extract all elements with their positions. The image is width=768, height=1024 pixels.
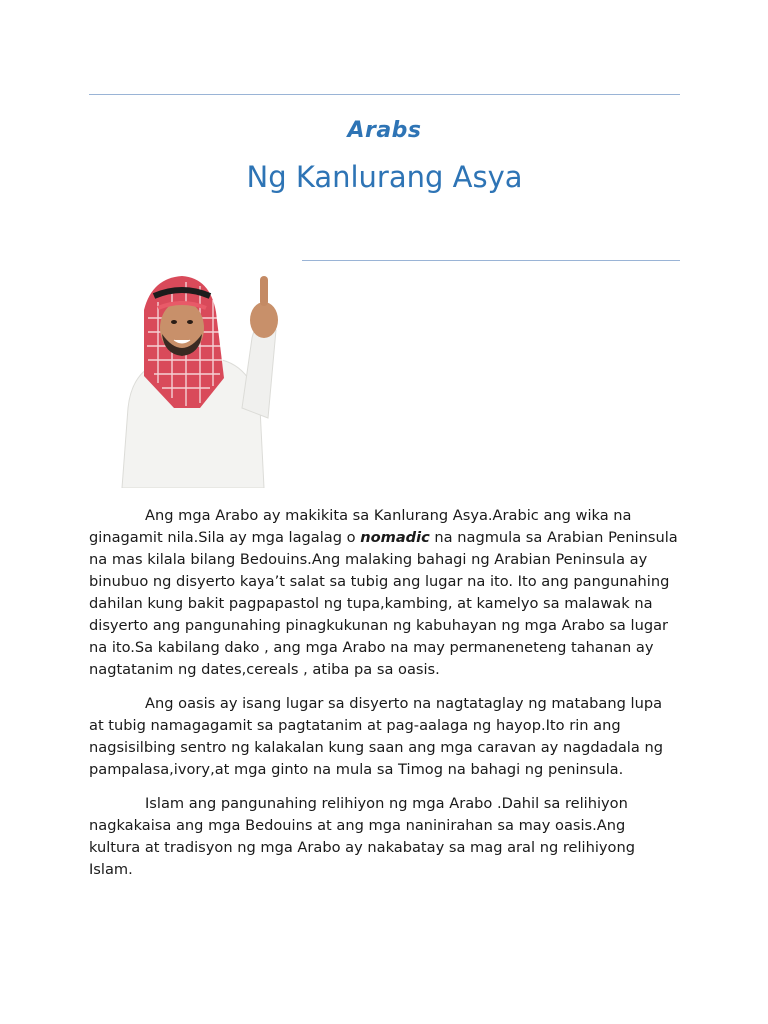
article-body	[89, 505, 680, 893]
top-divider	[89, 94, 680, 95]
document-subtitle: Ng Kanlurang Asya	[246, 160, 523, 194]
emphasis-nomadic: nomadic	[360, 529, 430, 546]
paragraph-2: Ang oasis ay isang lugar sa disyerto na nagtataglay ng matabang lupa at tubig namagagamit sa pagtatanim at pag-aalaga ng hayop.Ito rin ang nagsisilbing sentro ng kalakalan kung saan ang mga caravan ay nagdadala ng pampalasa,ivory,at mga ginto na mula sa Timog na bahagi ng peninsula.	[89, 695, 663, 778]
arab-man-photo	[92, 258, 302, 488]
paragraph-3: Islam ang pangunahing relihiyon ng mga Arabo .Dahil sa relihiyon nagkakaisa ang mga Bedouins at ang mga naninirahan sa may oasis.Ang kultura at tradisyon ng mga Arabo ay nakabatay sa mag aral ng relihiyong Islam.	[89, 795, 635, 878]
paragraph-1: Ang mga Arabo ay makikita sa Kanlurang Asya.Arabic ang wika na ginagamit nila.Sila ay mga lagalag o nomadic na nagmula sa Arabian Peninsula na mas kilala bilang Bedouins.Ang malaking bahagi ng Arabian Peninsula ay binubuo ng disyerto kaya’t salat sa tubig ang lugar na ito. Ito ang pangunahing dahilan kung bakit pagpapastol ng tupa,kambing, at kamelyo sa malawak na disyerto ang pangunahing pinagkukunan ng kabuhayan ng mga Arabo sa lugar na ito.Sa kabilang dako , ang mga Arabo na may permaneneteng tahanan ay nagtatanim ng dates,cereals , atiba pa sa oasis.	[89, 507, 678, 678]
document-title: Arabs	[347, 118, 422, 143]
mid-divider	[302, 260, 680, 261]
